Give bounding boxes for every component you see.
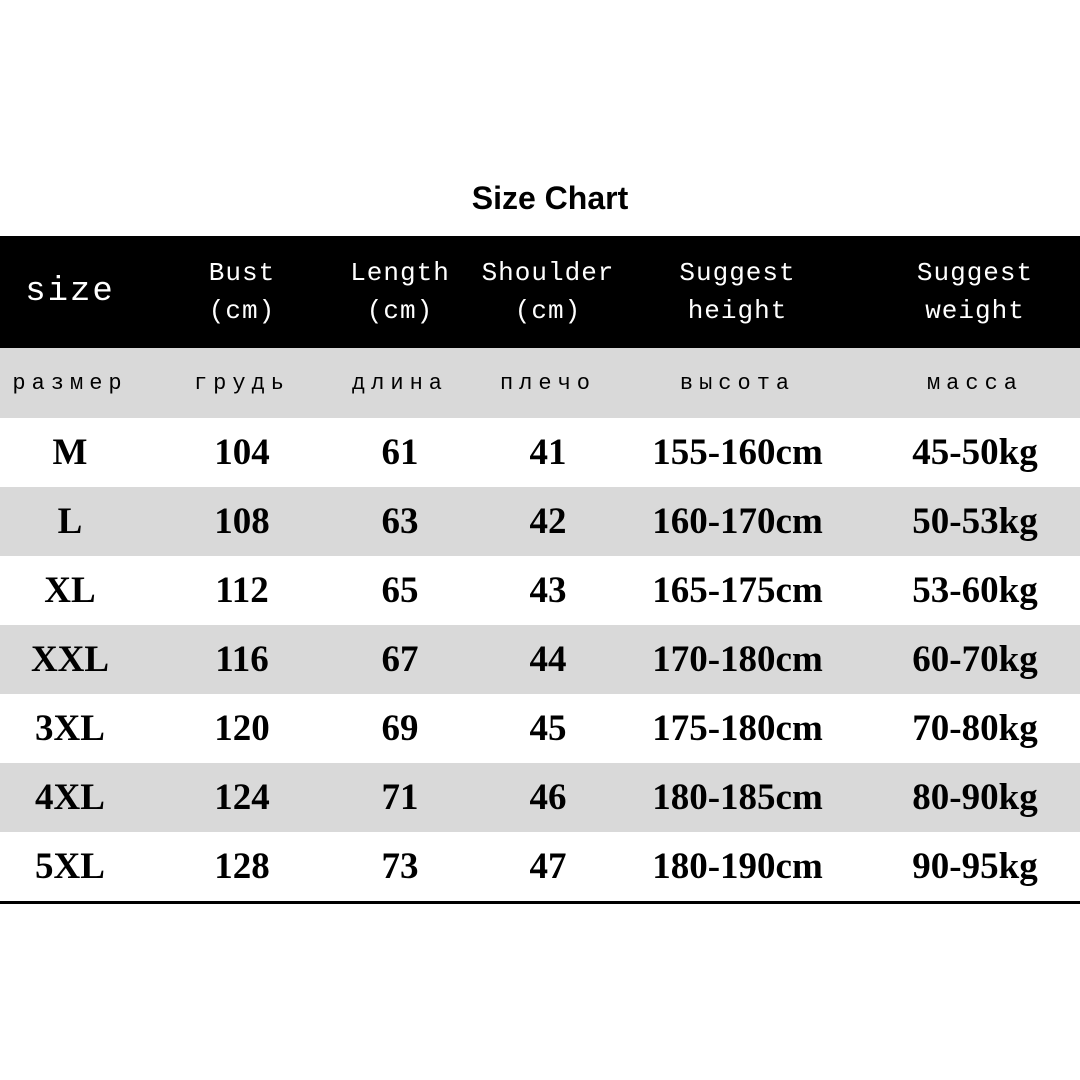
header-bust: Bust (cm) xyxy=(208,258,276,326)
weight-cell: 53-60kg xyxy=(912,570,1038,611)
size-cell: 5XL xyxy=(35,846,105,887)
height-cell: 180-190cm xyxy=(652,846,823,887)
table-header xyxy=(0,236,1080,348)
russian-header-row xyxy=(0,348,1080,418)
header-shoulder: Shoulder (cm) xyxy=(481,258,615,326)
header-height: Suggest height xyxy=(679,258,796,326)
table-row xyxy=(0,418,1080,487)
ru-size: размер xyxy=(12,370,128,396)
length-cell: 63 xyxy=(381,501,419,542)
bust-cell: 116 xyxy=(215,639,269,680)
header-weight: Suggest weight xyxy=(916,258,1034,326)
bust-cell: 112 xyxy=(215,570,269,611)
table-bottom-rule xyxy=(0,901,1080,904)
table-row xyxy=(0,763,1080,832)
size-cell: 3XL xyxy=(35,708,105,749)
length-cell: 71 xyxy=(381,777,419,818)
size-cell: 4XL xyxy=(35,777,105,818)
table-row xyxy=(0,832,1080,901)
table-row xyxy=(0,625,1080,694)
ru-weight: масса xyxy=(926,370,1023,396)
shoulder-cell: 46 xyxy=(529,777,567,818)
weight-cell: 80-90kg xyxy=(912,777,1038,818)
height-cell: 155-160cm xyxy=(652,432,823,473)
weight-cell: 50-53kg xyxy=(912,501,1038,542)
size-table xyxy=(0,236,1080,904)
ru-bust: грудь xyxy=(193,370,290,396)
shoulder-cell: 44 xyxy=(529,639,567,680)
height-cell: 170-180cm xyxy=(652,639,823,680)
ru-shoulder: плечо xyxy=(499,370,596,396)
height-cell: 175-180cm xyxy=(652,708,823,749)
bust-cell: 128 xyxy=(214,846,270,887)
size-cell: M xyxy=(52,432,88,473)
height-cell: 180-185cm xyxy=(652,777,823,818)
length-cell: 65 xyxy=(381,570,419,611)
ru-height: высота xyxy=(679,370,796,396)
bust-cell: 124 xyxy=(214,777,270,818)
shoulder-cell: 41 xyxy=(529,432,567,473)
length-cell: 61 xyxy=(381,432,419,473)
size-cell: XL xyxy=(44,570,96,611)
weight-cell: 90-95kg xyxy=(912,846,1038,887)
shoulder-cell: 43 xyxy=(529,570,567,611)
size-cell: XXL xyxy=(30,639,110,680)
weight-cell: 45-50kg xyxy=(912,432,1038,473)
shoulder-cell: 47 xyxy=(529,846,567,887)
chart-title: Size Chart xyxy=(471,180,629,216)
header-size: size xyxy=(25,273,115,311)
length-cell: 67 xyxy=(381,639,419,680)
size-cell: L xyxy=(57,501,83,542)
bust-cell: 104 xyxy=(214,432,270,473)
bust-cell: 108 xyxy=(214,501,270,542)
table-row xyxy=(0,694,1080,763)
shoulder-cell: 45 xyxy=(529,708,567,749)
table-row xyxy=(0,487,1080,556)
height-cell: 160-170cm xyxy=(652,501,823,542)
shoulder-cell: 42 xyxy=(529,501,567,542)
header-length: Length (cm) xyxy=(350,258,450,326)
height-cell: 165-175cm xyxy=(652,570,823,611)
length-cell: 73 xyxy=(381,846,419,887)
bust-cell: 120 xyxy=(214,708,270,749)
weight-cell: 60-70kg xyxy=(912,639,1038,680)
weight-cell: 70-80kg xyxy=(912,708,1038,749)
ru-length: длина xyxy=(351,370,448,396)
table-row xyxy=(0,556,1080,625)
length-cell: 69 xyxy=(381,708,419,749)
